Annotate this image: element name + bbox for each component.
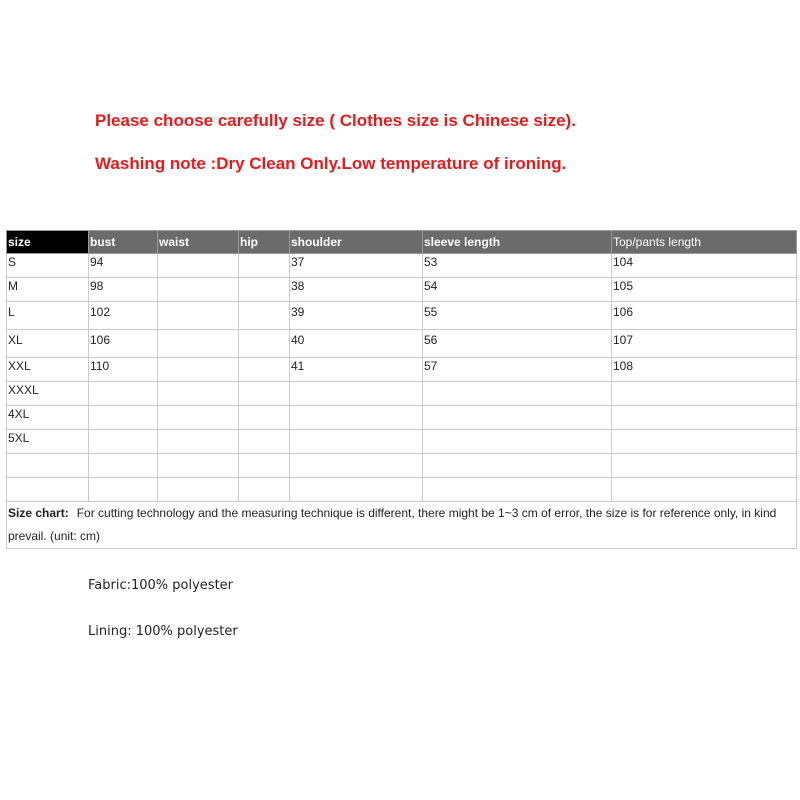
size-table	[6, 230, 797, 549]
cell-shoulder	[290, 430, 423, 454]
cell-top-pants-length	[612, 406, 797, 430]
cell-shoulder: 38	[290, 278, 423, 302]
cell-bust	[89, 478, 158, 502]
fabric-info: Fabric:100% polyester	[88, 578, 234, 593]
size-chart-note-text: For cutting technology and the measuring technique is different, there might be 1~3 cm of error, the size is for reference only, in kind prevail. (unit: cm)	[8, 506, 777, 543]
header-shoulder: shoulder	[290, 231, 423, 254]
cell-bust	[89, 430, 158, 454]
table-row	[7, 406, 797, 430]
cell-bust: 110	[89, 358, 158, 382]
table-row	[7, 254, 797, 278]
cell-waist	[158, 430, 239, 454]
cell-size: 5XL	[7, 430, 89, 454]
table-row	[7, 302, 797, 330]
cell-top-pants-length	[612, 478, 797, 502]
cell-shoulder	[290, 478, 423, 502]
cell-sleeve-length: 54	[423, 278, 612, 302]
size-chart-note-row	[7, 502, 797, 549]
cell-bust	[89, 406, 158, 430]
cell-top-pants-length: 107	[612, 330, 797, 358]
cell-hip	[239, 406, 290, 430]
table-row	[7, 478, 797, 502]
cell-shoulder	[290, 406, 423, 430]
cell-bust	[89, 454, 158, 478]
cell-size: XXL	[7, 358, 89, 382]
cell-hip	[239, 358, 290, 382]
cell-waist	[158, 278, 239, 302]
cell-hip	[239, 382, 290, 406]
cell-waist	[158, 358, 239, 382]
cell-size: L	[7, 302, 89, 330]
cell-size	[7, 478, 89, 502]
cell-waist	[158, 254, 239, 278]
cell-shoulder: 41	[290, 358, 423, 382]
cell-waist	[158, 330, 239, 358]
cell-waist	[158, 454, 239, 478]
cell-size: 4XL	[7, 406, 89, 430]
table-row	[7, 358, 797, 382]
cell-size: XXXL	[7, 382, 89, 406]
cell-waist	[158, 382, 239, 406]
header-hip: hip	[239, 231, 290, 254]
cell-top-pants-length	[612, 430, 797, 454]
table-row	[7, 430, 797, 454]
lining-info: Lining: 100% polyester	[88, 624, 238, 639]
cell-sleeve-length: 55	[423, 302, 612, 330]
cell-sleeve-length: 53	[423, 254, 612, 278]
cell-shoulder: 40	[290, 330, 423, 358]
cell-size: S	[7, 254, 89, 278]
cell-shoulder: 37	[290, 254, 423, 278]
cell-hip	[239, 330, 290, 358]
table-row	[7, 278, 797, 302]
table-row	[7, 454, 797, 478]
header-sleeve-length: sleeve length	[423, 231, 612, 254]
cell-sleeve-length: 56	[423, 330, 612, 358]
cell-top-pants-length	[612, 382, 797, 406]
washing-note: Washing note :Dry Clean Only.Low temperature of ironing.	[95, 154, 567, 173]
cell-size: XL	[7, 330, 89, 358]
size-chart-note	[7, 502, 797, 549]
cell-hip	[239, 278, 290, 302]
header-top-pants-length: Top/pants length	[612, 231, 797, 254]
cell-sleeve-length	[423, 430, 612, 454]
cell-sleeve-length	[423, 382, 612, 406]
size-notice: Please choose carefully size ( Clothes size is Chinese size).	[95, 111, 576, 130]
table-row	[7, 382, 797, 406]
cell-bust	[89, 382, 158, 406]
cell-waist	[158, 406, 239, 430]
cell-sleeve-length	[423, 454, 612, 478]
cell-size	[7, 454, 89, 478]
cell-top-pants-length: 105	[612, 278, 797, 302]
cell-top-pants-length: 106	[612, 302, 797, 330]
header-bust: bust	[89, 231, 158, 254]
cell-hip	[239, 430, 290, 454]
cell-top-pants-length: 108	[612, 358, 797, 382]
cell-sleeve-length: 57	[423, 358, 612, 382]
cell-bust: 98	[89, 278, 158, 302]
table-row	[7, 330, 797, 358]
cell-bust: 102	[89, 302, 158, 330]
cell-bust: 106	[89, 330, 158, 358]
header-size: size	[7, 231, 89, 254]
cell-top-pants-length	[612, 454, 797, 478]
cell-hip	[239, 254, 290, 278]
cell-waist	[158, 478, 239, 502]
cell-size: M	[7, 278, 89, 302]
cell-hip	[239, 454, 290, 478]
cell-top-pants-length: 104	[612, 254, 797, 278]
cell-hip	[239, 478, 290, 502]
cell-shoulder: 39	[290, 302, 423, 330]
table-header-row	[7, 231, 797, 254]
cell-sleeve-length	[423, 478, 612, 502]
cell-bust: 94	[89, 254, 158, 278]
cell-sleeve-length	[423, 406, 612, 430]
size-chart-note-title: Size chart:	[8, 506, 69, 520]
cell-hip	[239, 302, 290, 330]
cell-waist	[158, 302, 239, 330]
cell-shoulder	[290, 382, 423, 406]
header-waist: waist	[158, 231, 239, 254]
cell-shoulder	[290, 454, 423, 478]
